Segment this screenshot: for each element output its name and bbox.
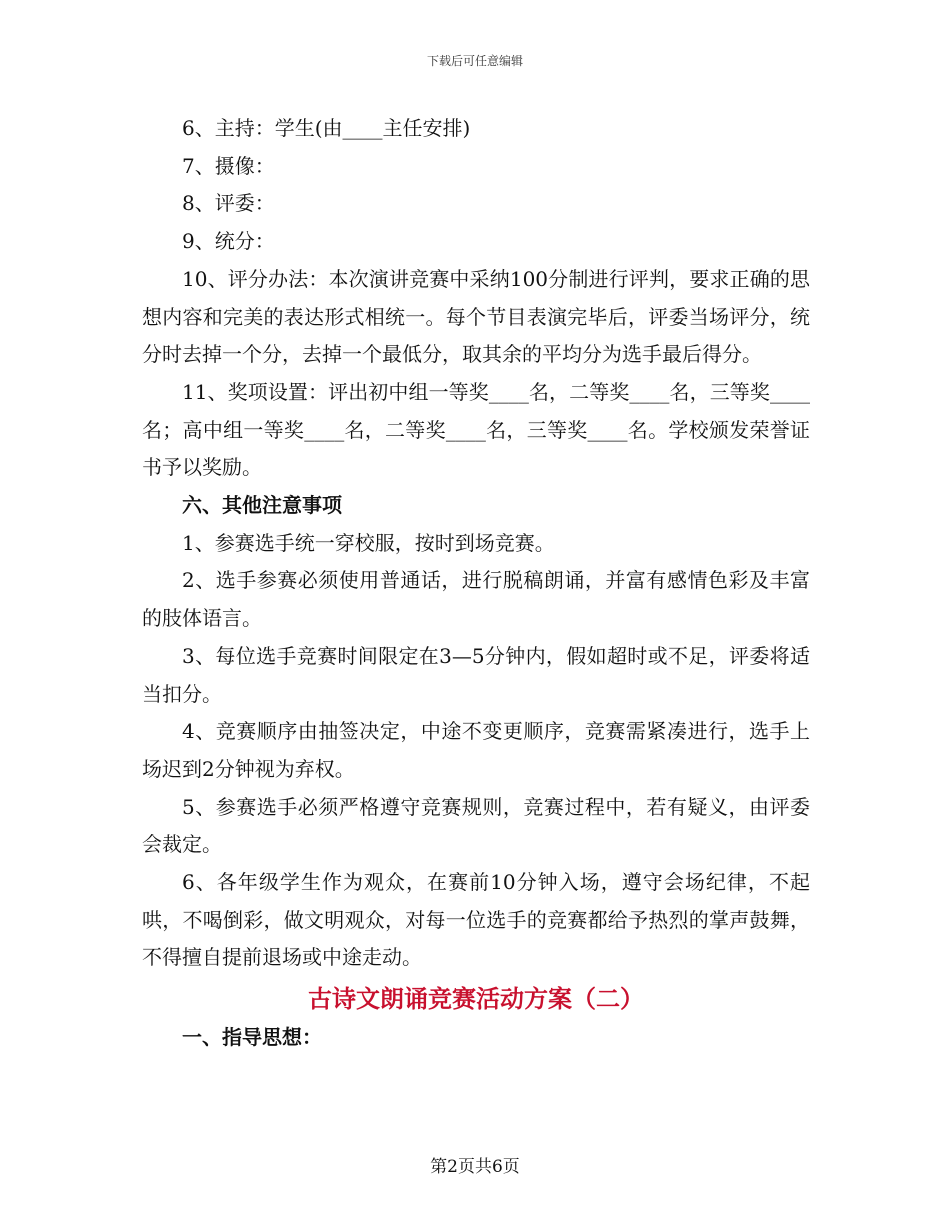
notes-item-2: 2、选手参赛必须使用普通话，进行脱稿朗诵，并富有感情色彩及丰富的肢体语言。 — [142, 568, 810, 631]
notes-item-1: 1、参赛选手统一穿校服，按时到场竞赛。 — [182, 530, 555, 555]
item-scoring-method: 10、评分办法：本次演讲竞赛中采纳100分制进行评判，要求正确的思想内容和完美的表达形式相统一。每个节目表演完毕后，评委当场评分，统分时去掉一个分，去掉一个最低分，取其余的平均分为选手最后得分。 — [142, 266, 810, 367]
notes-item-3: 3、每位选手竞赛时间限定在3—5分钟内，假如超时或不足，评委将适当扣分。 — [142, 643, 810, 706]
item-scoring-staff: 9、统分： — [182, 229, 275, 254]
item-host: 6、主持：学生(由____主任安排) — [182, 116, 471, 140]
item-awards: 11、奖项设置：评出初中组一等奖____名，二等奖____名，三等奖____名；高中组一等奖____名，二等奖____名，三等奖____名。学校颁发荣誉证书予以奖励。 — [142, 379, 810, 480]
notes-item-6: 6、各年级学生作为观众，在赛前10分钟入场，遵守会场纪律，不起哄，不喝倒彩，做文明观众，对每一位选手的竞赛都给予热烈的掌声鼓舞，不得擅自提前退场或中途走动。 — [142, 870, 810, 970]
item-judges: 8、评委： — [182, 191, 275, 216]
page-footer: 第2页共6页 — [430, 1157, 520, 1177]
section-heading-guiding-idea: 一、指导思想： — [182, 1025, 322, 1050]
document-title-part2: 古诗文朗诵竞赛活动方案（二） — [308, 984, 644, 1014]
notes-item-4: 4、竞赛顺序由抽签决定，中途不变更顺序，竞赛需紧凑进行，选手上场迟到2分钟视为弃权。 — [142, 719, 810, 781]
section-heading-notes: 六、其他注意事项 — [182, 493, 342, 518]
item-camera: 7、摄像： — [182, 153, 275, 178]
page-header: 下载后可任意编辑 — [426, 54, 523, 68]
document-body — [142, 110, 810, 1057]
notes-item-5: 5、参赛选手必须严格遵守竞赛规则，竞赛过程中，若有疑义，由评委会裁定。 — [142, 794, 810, 857]
